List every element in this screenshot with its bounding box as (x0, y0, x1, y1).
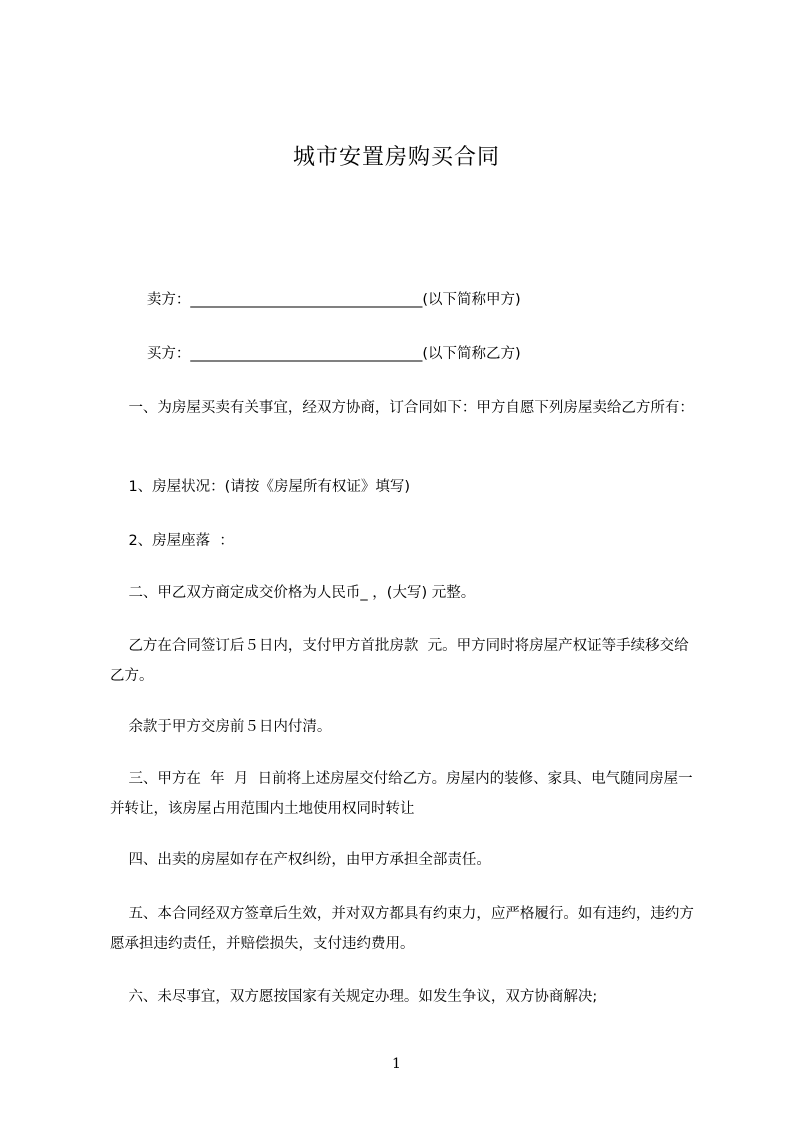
clause-2-payment: 乙方在合同签订后５日内，支付甲方首批房款 元。甲方同时将房屋产权证等手续移交给乙方。 (110, 638, 689, 684)
clause-4: 四、出卖的房屋如存在产权纠纷，由甲方承担全部责任。 (110, 852, 491, 868)
document-title: 城市安置房购买合同 (292, 145, 500, 170)
clause-1: 一、为房屋买卖有关事宜，经双方协商，订合同如下：甲方自愿下列房屋卖给乙方所有： (110, 400, 694, 416)
page-number: 1 (392, 1056, 401, 1072)
clause-5: 五、本合同经双方签章后生效，并对双方都具有约束力，应严格履行。如有违约，违约方愿承担违约责任，并赔偿损失，支付违约费用。 (110, 906, 694, 952)
clause-3: 三、甲方在 年 月 日前将上述房屋交付给乙方。房屋内的装修、家具、电气随同房屋一并转让，该房屋占用范围内土地使用权同时转让 (110, 771, 693, 817)
seller-line: 卖方：________________________________(以下简称甲方) (110, 292, 521, 308)
clause-1-item-2: 2、房屋座落 ： (110, 533, 234, 549)
clause-6: 六、未尽事宜，双方愿按国家有关规定办理。如发生争议，双方协商解决; (110, 989, 598, 1005)
clause-2: 二、甲乙双方商定成交价格为人民币_ ，(大写) 元整。 (110, 585, 476, 601)
clause-1-item-1: 1、房屋状况：(请按《房屋所有权证》填写) (110, 479, 410, 495)
buyer-line: 买方：________________________________(以下简称乙方) (110, 346, 521, 362)
clause-2-balance: 余款于甲方交房前５日内付清。 (110, 719, 332, 735)
